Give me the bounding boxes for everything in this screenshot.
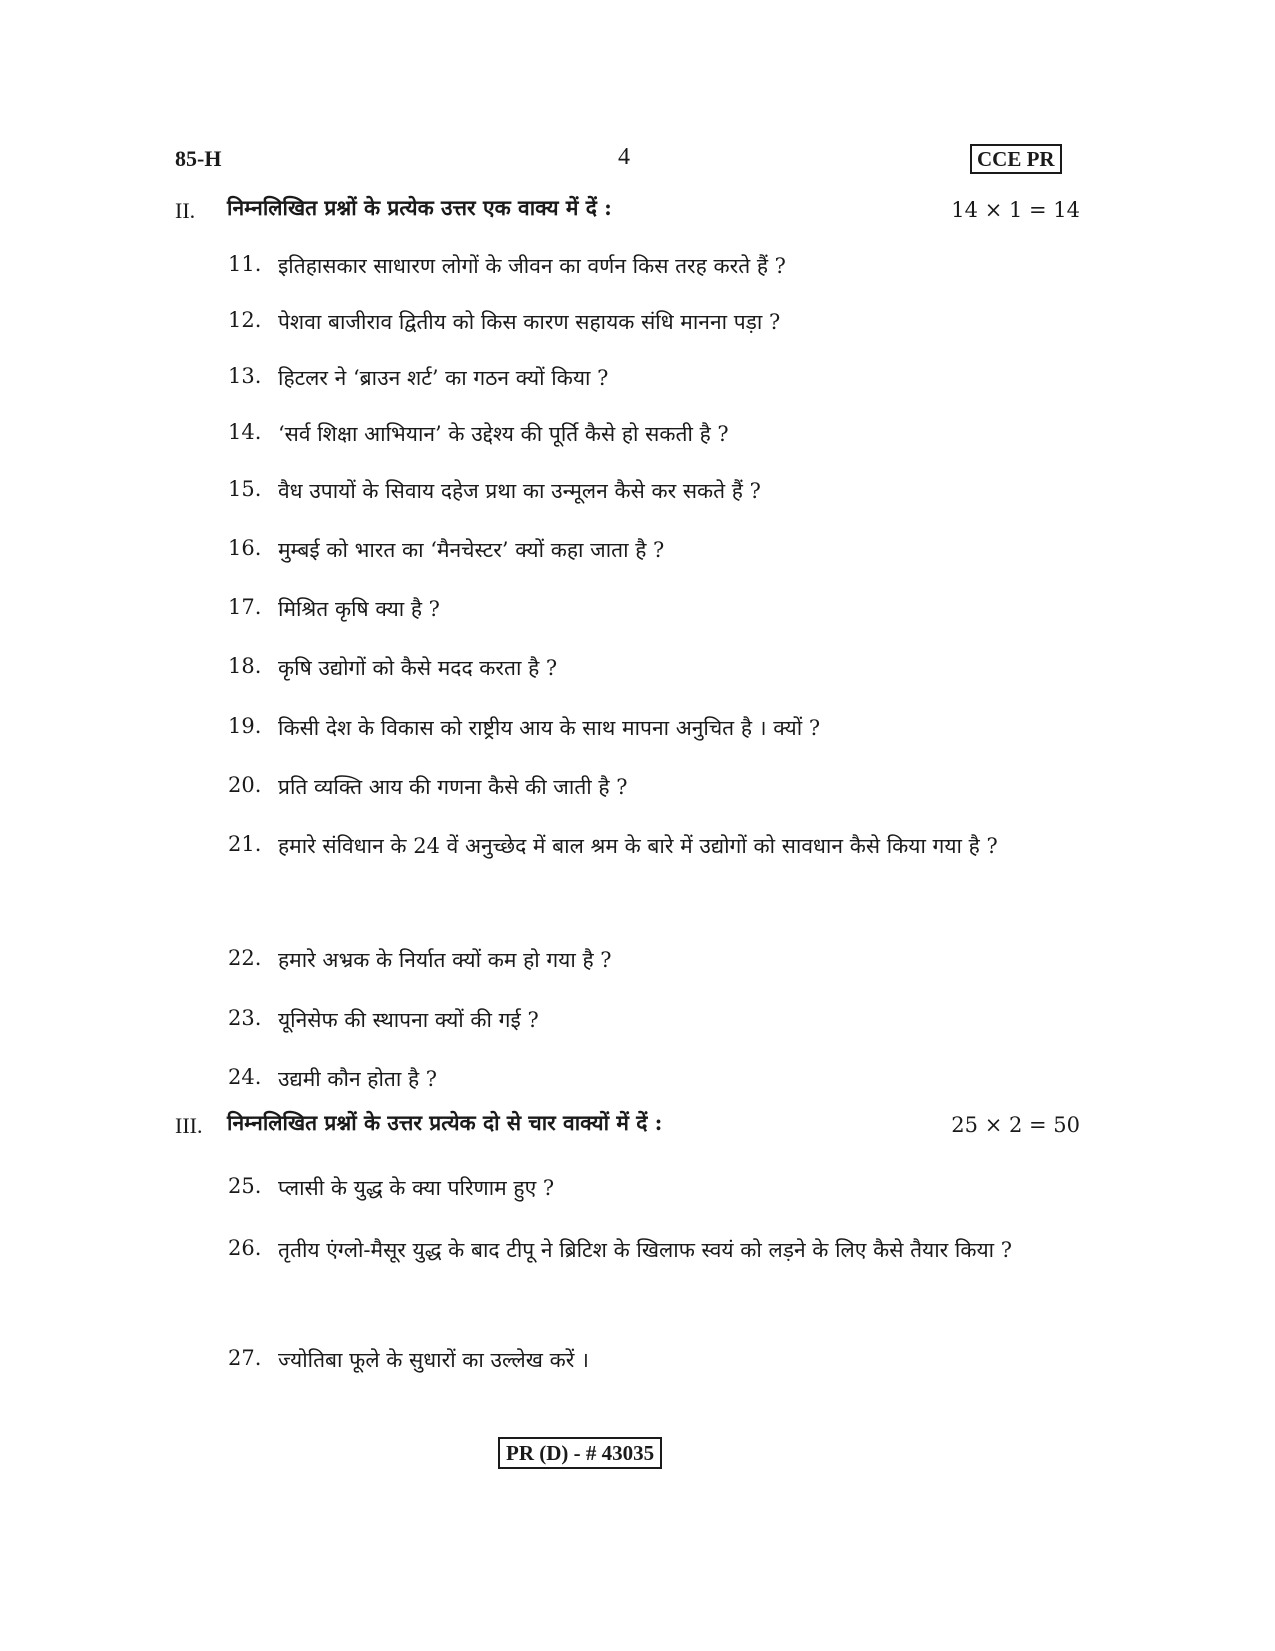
question-text: तृतीय एंग्लो-मैसूर युद्ध के बाद टीपू ने ब्रिटिश के खिलाफ स्वयं को लड़ने के लिए कैसे तैयार किया ? [278, 1238, 1013, 1262]
question-number: 22. [228, 946, 262, 970]
question-number: 27. [228, 1346, 262, 1370]
question-number: 18. [228, 654, 262, 678]
question-text: किसी देश के विकास को राष्ट्रीय आय के साथ मापना अनुचित है । क्यों ? [278, 716, 821, 740]
page-number: 4 [618, 144, 630, 170]
section-3-marks: 25 × 2 = 50 [951, 1113, 1080, 1137]
question-text: प्लासी के युद्ध के क्या परिणाम हुए ? [278, 1176, 555, 1200]
question-text: हमारे अभ्रक के निर्यात क्यों कम हो गया है ? [278, 948, 612, 972]
exam-type-box: CCE PR [970, 144, 1062, 174]
question-number: 17. [228, 595, 262, 619]
question-number: 23. [228, 1006, 262, 1030]
question-text: ज्योतिबा फूले के सुधारों का उल्लेख करें । [278, 1348, 589, 1372]
section-3-number: III. [175, 1113, 203, 1138]
question-text: ‘सर्व शिक्षा आभियान’ के उद्देश्य की पूर्ति कैसे हो सकती है ? [278, 422, 729, 446]
question-number: 13. [228, 364, 262, 388]
question-text: वैध उपायों के सिवाय दहेज प्रथा का उन्मूलन कैसे कर सकते हैं ? [278, 479, 761, 503]
section-2-marks: 14 × 1 = 14 [951, 198, 1080, 222]
section-3-instruction: निम्नलिखित प्रश्नों के उत्तर प्रत्येक दो से चार वाक्यों में दें : [227, 1110, 663, 1135]
question-text: पेशवा बाजीराव द्वितीय को किस कारण सहायक संधि मानना पड़ा ? [278, 310, 781, 334]
question-text: हमारे संविधान के 24 वें अनुच्छेद में बाल श्रम के बारे में उद्योगों को सावधान कैसे किया गया है ? [278, 834, 998, 858]
section-2-number: II. [175, 198, 196, 223]
question-number: 24. [228, 1065, 262, 1089]
question-number: 14. [228, 420, 262, 444]
question-text: मुम्बई को भारत का ‘मैनचेस्टर’ क्यों कहा जाता है ? [278, 538, 665, 562]
question-number: 21. [228, 832, 262, 856]
question-number: 26. [228, 1236, 262, 1260]
question-number: 12. [228, 308, 262, 332]
question-text: इतिहासकार साधारण लोगों के जीवन का वर्णन किस तरह करते हैं ? [278, 254, 786, 278]
question-number: 16. [228, 536, 262, 560]
question-text: कृषि उद्योगों को कैसे मदद करता है ? [278, 656, 558, 680]
question-number: 19. [228, 714, 262, 738]
paper-code: 85-H [175, 146, 222, 171]
question-text: मिश्रित कृषि क्या है ? [278, 597, 440, 621]
question-text: प्रति व्यक्ति आय की गणना कैसे की जाती है ? [278, 775, 628, 799]
question-text: यूनिसेफ की स्थापना क्यों की गई ? [278, 1008, 539, 1032]
question-number: 15. [228, 477, 262, 501]
question-number: 11. [228, 252, 262, 276]
section-3-heading [175, 1109, 1080, 1149]
question-text: हिटलर ने ‘ब्राउन शर्ट’ का गठन क्यों किया ? [278, 366, 609, 390]
section-2-heading [175, 194, 1080, 234]
question-text: उद्यमी कौन होता है ? [278, 1067, 438, 1091]
question-number: 25. [228, 1174, 262, 1198]
footer-paper-code: PR (D) - # 43035 [498, 1437, 662, 1469]
question-number: 20. [228, 773, 262, 797]
section-2-instruction: निम्नलिखित प्रश्नों के प्रत्येक उत्तर एक वाक्य में दें : [227, 195, 612, 220]
